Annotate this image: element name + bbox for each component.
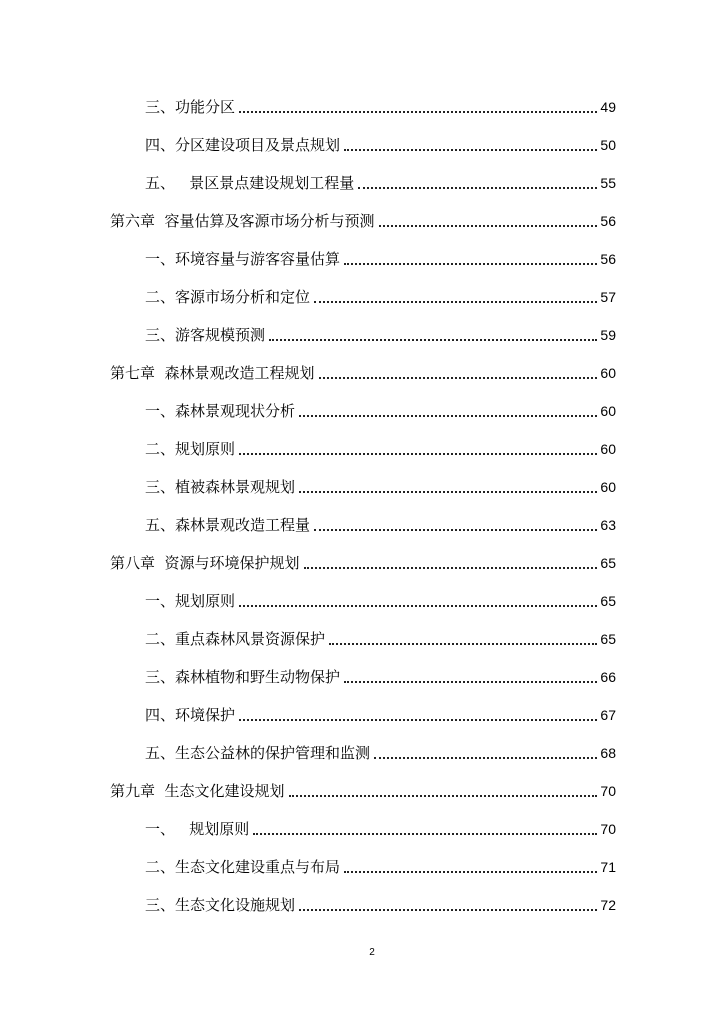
toc-entry-title: 四、环境保护 [145,706,236,724]
toc-entry-title: 四、分区建设项目及景点规划 [145,136,341,154]
toc-chapter-entry[interactable] [0,544,616,582]
toc-section-entry[interactable] [0,506,616,544]
toc-section-entry[interactable] [0,848,616,886]
toc-entry-page-number: 70 [600,783,616,799]
toc-entry-title: 二、重点森林风景资源保护 [145,630,326,648]
toc-entry-title: 一、规划原则 [145,592,236,610]
toc-entry-page-number: 57 [600,289,616,305]
toc-entry-page-number: 72 [600,897,616,913]
toc-entry-page-number: 55 [600,175,616,191]
toc-dot-leader [344,871,597,873]
toc-entry-page-number: 56 [600,251,616,267]
toc-dot-leader [239,111,597,113]
toc-dot-leader [299,491,597,493]
toc-section-entry[interactable] [0,392,616,430]
toc-section-entry[interactable] [0,620,616,658]
toc-section-entry[interactable] [0,164,616,202]
toc-entry-page-number: 56 [600,213,616,229]
toc-dot-leader [239,453,597,455]
toc-entry-title: 二、生态文化建设重点与布局 [145,858,341,876]
toc-entry-page-number: 60 [600,403,616,419]
toc-entry-page-number: 70 [600,821,616,837]
toc-chapter-entry[interactable] [0,354,616,392]
toc-dot-leader [374,757,597,759]
toc-section-entry[interactable] [0,430,616,468]
toc-section-entry[interactable] [0,88,616,126]
toc-entry-page-number: 67 [600,707,616,723]
toc-dot-leader [344,263,597,265]
toc-entry-page-number: 60 [600,365,616,381]
toc-dot-leader [329,643,597,645]
toc-entry-title: 第六章 容量估算及客源市场分析与预测 [110,212,375,230]
toc-entry-page-number: 63 [600,517,616,533]
toc-dot-leader [379,225,598,227]
toc-chapter-entry[interactable] [0,772,616,810]
toc-entry-title: 二、客源市场分析和定位 [145,288,311,306]
toc-dot-leader [314,529,597,531]
toc-entry-title: 一、环境容量与游客容量估算 [145,250,341,268]
toc-section-entry[interactable] [0,658,616,696]
toc-entry-title: 一、 规划原则 [145,820,250,838]
toc-entry-page-number: 59 [600,327,616,343]
toc-entry-page-number: 60 [600,441,616,457]
toc-entry-page-number: 49 [600,99,616,115]
toc-dot-leader [253,833,597,835]
table-of-contents [0,88,724,924]
toc-dot-leader [299,909,597,911]
toc-entry-page-number: 71 [600,859,616,875]
toc-entry-title: 第九章 生态文化建设规划 [110,782,285,800]
toc-entry-title: 二、规划原则 [145,440,236,458]
toc-entry-title: 第七章 森林景观改造工程规划 [110,364,315,382]
toc-dot-leader [239,719,597,721]
toc-entry-title: 一、森林景观现状分析 [145,402,296,420]
toc-dot-leader [319,377,598,379]
toc-entry-page-number: 60 [600,479,616,495]
toc-dot-leader [299,415,597,417]
toc-entry-title: 三、生态文化设施规划 [145,896,296,914]
toc-dot-leader [304,567,598,569]
toc-entry-title: 三、森林植物和野生动物保护 [145,668,341,686]
toc-section-entry[interactable] [0,886,616,924]
toc-section-entry[interactable] [0,582,616,620]
toc-dot-leader [239,605,597,607]
page-number: 2 [369,947,375,958]
toc-entry-page-number: 68 [600,745,616,761]
toc-section-entry[interactable] [0,278,616,316]
toc-entry-title: 三、游客规模预测 [145,326,266,344]
toc-section-entry[interactable] [0,316,616,354]
toc-dot-leader [358,187,597,189]
toc-entry-page-number: 66 [600,669,616,685]
toc-section-entry[interactable] [0,734,616,772]
toc-entry-page-number: 50 [600,137,616,153]
toc-section-entry[interactable] [0,468,616,506]
toc-entry-title: 五、 景区景点建设规划工程量 [145,174,355,192]
toc-dot-leader [289,795,598,797]
toc-section-entry[interactable] [0,696,616,734]
toc-entry-title: 五、森林景观改造工程量 [145,516,311,534]
toc-dot-leader [344,149,597,151]
toc-dot-leader [344,681,597,683]
toc-entry-title: 三、植被森林景观规划 [145,478,296,496]
toc-entry-page-number: 65 [600,555,616,571]
toc-entry-page-number: 65 [600,631,616,647]
toc-entry-title: 三、功能分区 [145,98,236,116]
toc-dot-leader [314,301,597,303]
toc-chapter-entry[interactable] [0,202,616,240]
toc-entry-title: 第八章 资源与环境保护规划 [110,554,300,572]
toc-section-entry[interactable] [0,240,616,278]
toc-section-entry[interactable] [0,126,616,164]
toc-dot-leader [269,339,597,341]
toc-section-entry[interactable] [0,810,616,848]
toc-entry-title: 五、生态公益林的保护管理和监测 [145,744,371,762]
toc-entry-page-number: 65 [600,593,616,609]
